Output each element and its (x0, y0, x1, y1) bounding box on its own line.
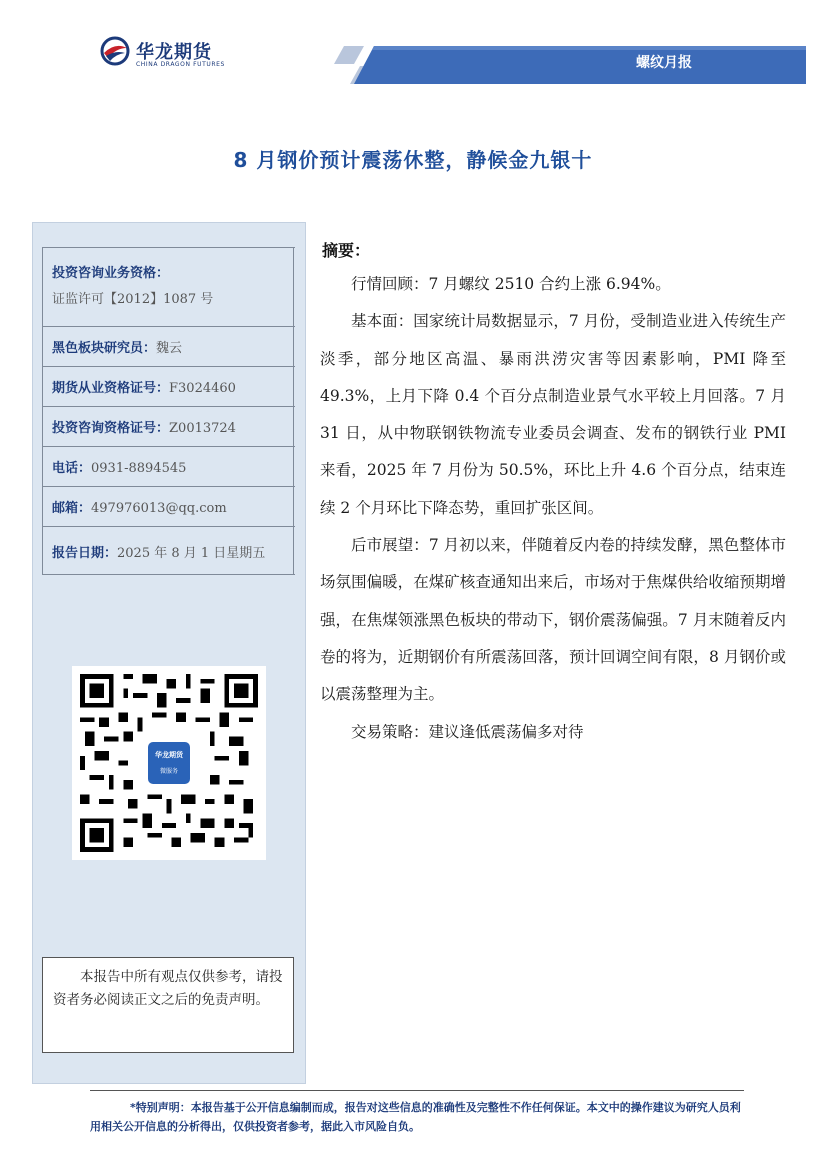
info-row-researcher (43, 326, 295, 366)
report-date-value: 2025 年 8 月 1 日星期五 (117, 546, 266, 561)
qr-center-sub: 微服务 (159, 768, 178, 775)
qualification-value: 证监许可【2012】1087 号 (52, 292, 214, 307)
info-sidebar (32, 222, 306, 1084)
fundamentals-paragraph: 基本面：国家统计局数据显示，7 月份，受制造业进入传统生产淡季，部分地区高温、暴雨洪涝灾害等因素影响，PMI 降至 49.3%，上月下降 0.4 个百分点制造业景气水平较上月回落。7 月 31 日，从中物联钢铁物流专业委员会调查、发布的钢铁行业 PMI 来看，2025 年 7 月份为 50.5%，环比上升 4.6 个百分点，结束连续 2 个月环比下降态势，重回扩张区间。 (320, 312, 786, 517)
info-row-report-date (43, 526, 295, 575)
report-title: 8 月钢价预计震荡休整，静候金九银十 (233, 148, 593, 172)
abstract-body (320, 266, 786, 751)
consult-cert-label: 投资咨询资格证号： (52, 421, 170, 436)
company-logo (100, 34, 230, 74)
dragon-logo-icon (100, 36, 130, 66)
email-label: 邮箱： (52, 501, 92, 516)
report-type-tag: 螺纹月报 (636, 55, 692, 71)
footer-divider (90, 1090, 744, 1091)
report-date-label: 报告日期： (52, 546, 118, 561)
info-row-futures-cert (43, 366, 295, 406)
phone-value: 0931-8894545 (91, 461, 187, 476)
info-row-email (43, 486, 295, 526)
info-row-qualification (43, 247, 295, 326)
qr-center-logo (144, 738, 194, 788)
phone-label: 电话： (52, 461, 92, 476)
analyst-info-table (42, 247, 294, 575)
market-review-paragraph: 行情回顾：7 月螺纹 2510 合约上涨 6.94%。 (351, 275, 671, 293)
info-row-consult-cert (43, 406, 295, 446)
special-notice: *特别声明：本报告基于公开信息编制而成，报告对这些信息的准确性及完整性不作任何保证。本文中的操作建议为研究人员利用相关公开信息的分析得出，仅供投资者参考，据此入市风险自负。 (90, 1101, 741, 1133)
email-value: 497976013@qq.com (91, 501, 227, 516)
header-banner (330, 42, 806, 86)
futures-cert-value: F3024460 (169, 381, 236, 396)
wechat-qr-code (72, 666, 266, 860)
info-row-phone (43, 446, 295, 486)
qualification-label: 投资咨询业务资格： (52, 266, 170, 281)
consult-cert-value: Z0013724 (169, 421, 236, 436)
qr-center-label: 华龙期货 (155, 751, 183, 759)
abstract-heading: 摘要： (322, 241, 371, 260)
company-name-cn: 华龙期货 (136, 42, 212, 63)
strategy-paragraph: 交易策略：建议逢低震荡偏多对待 (351, 722, 584, 741)
sidebar-disclaimer: 本报告中所有观点仅供参考，请投资者务必阅读正文之后的免责声明。 (42, 957, 294, 1053)
company-name-en: CHINA DRAGON FUTURES (136, 61, 225, 68)
researcher-value: 魏云 (156, 341, 183, 356)
researcher-label: 黑色板块研究员： (52, 341, 157, 356)
outlook-paragraph: 后市展望：7 月初以来，伴随着反内卷的持续发酵，黑色整体市场氛围偏暖，在煤矿核查通知出来后，市场对于焦煤供给收缩预期增强，在焦煤领涨黑色板块的带动下，钢价震荡偏强。7 月末随着反内卷的将为，近期钢价有所震荡回落，预计回调空间有限，8 月钢价或以震荡整理为主。 (320, 536, 786, 704)
futures-cert-label: 期货从业资格证号： (52, 381, 170, 396)
